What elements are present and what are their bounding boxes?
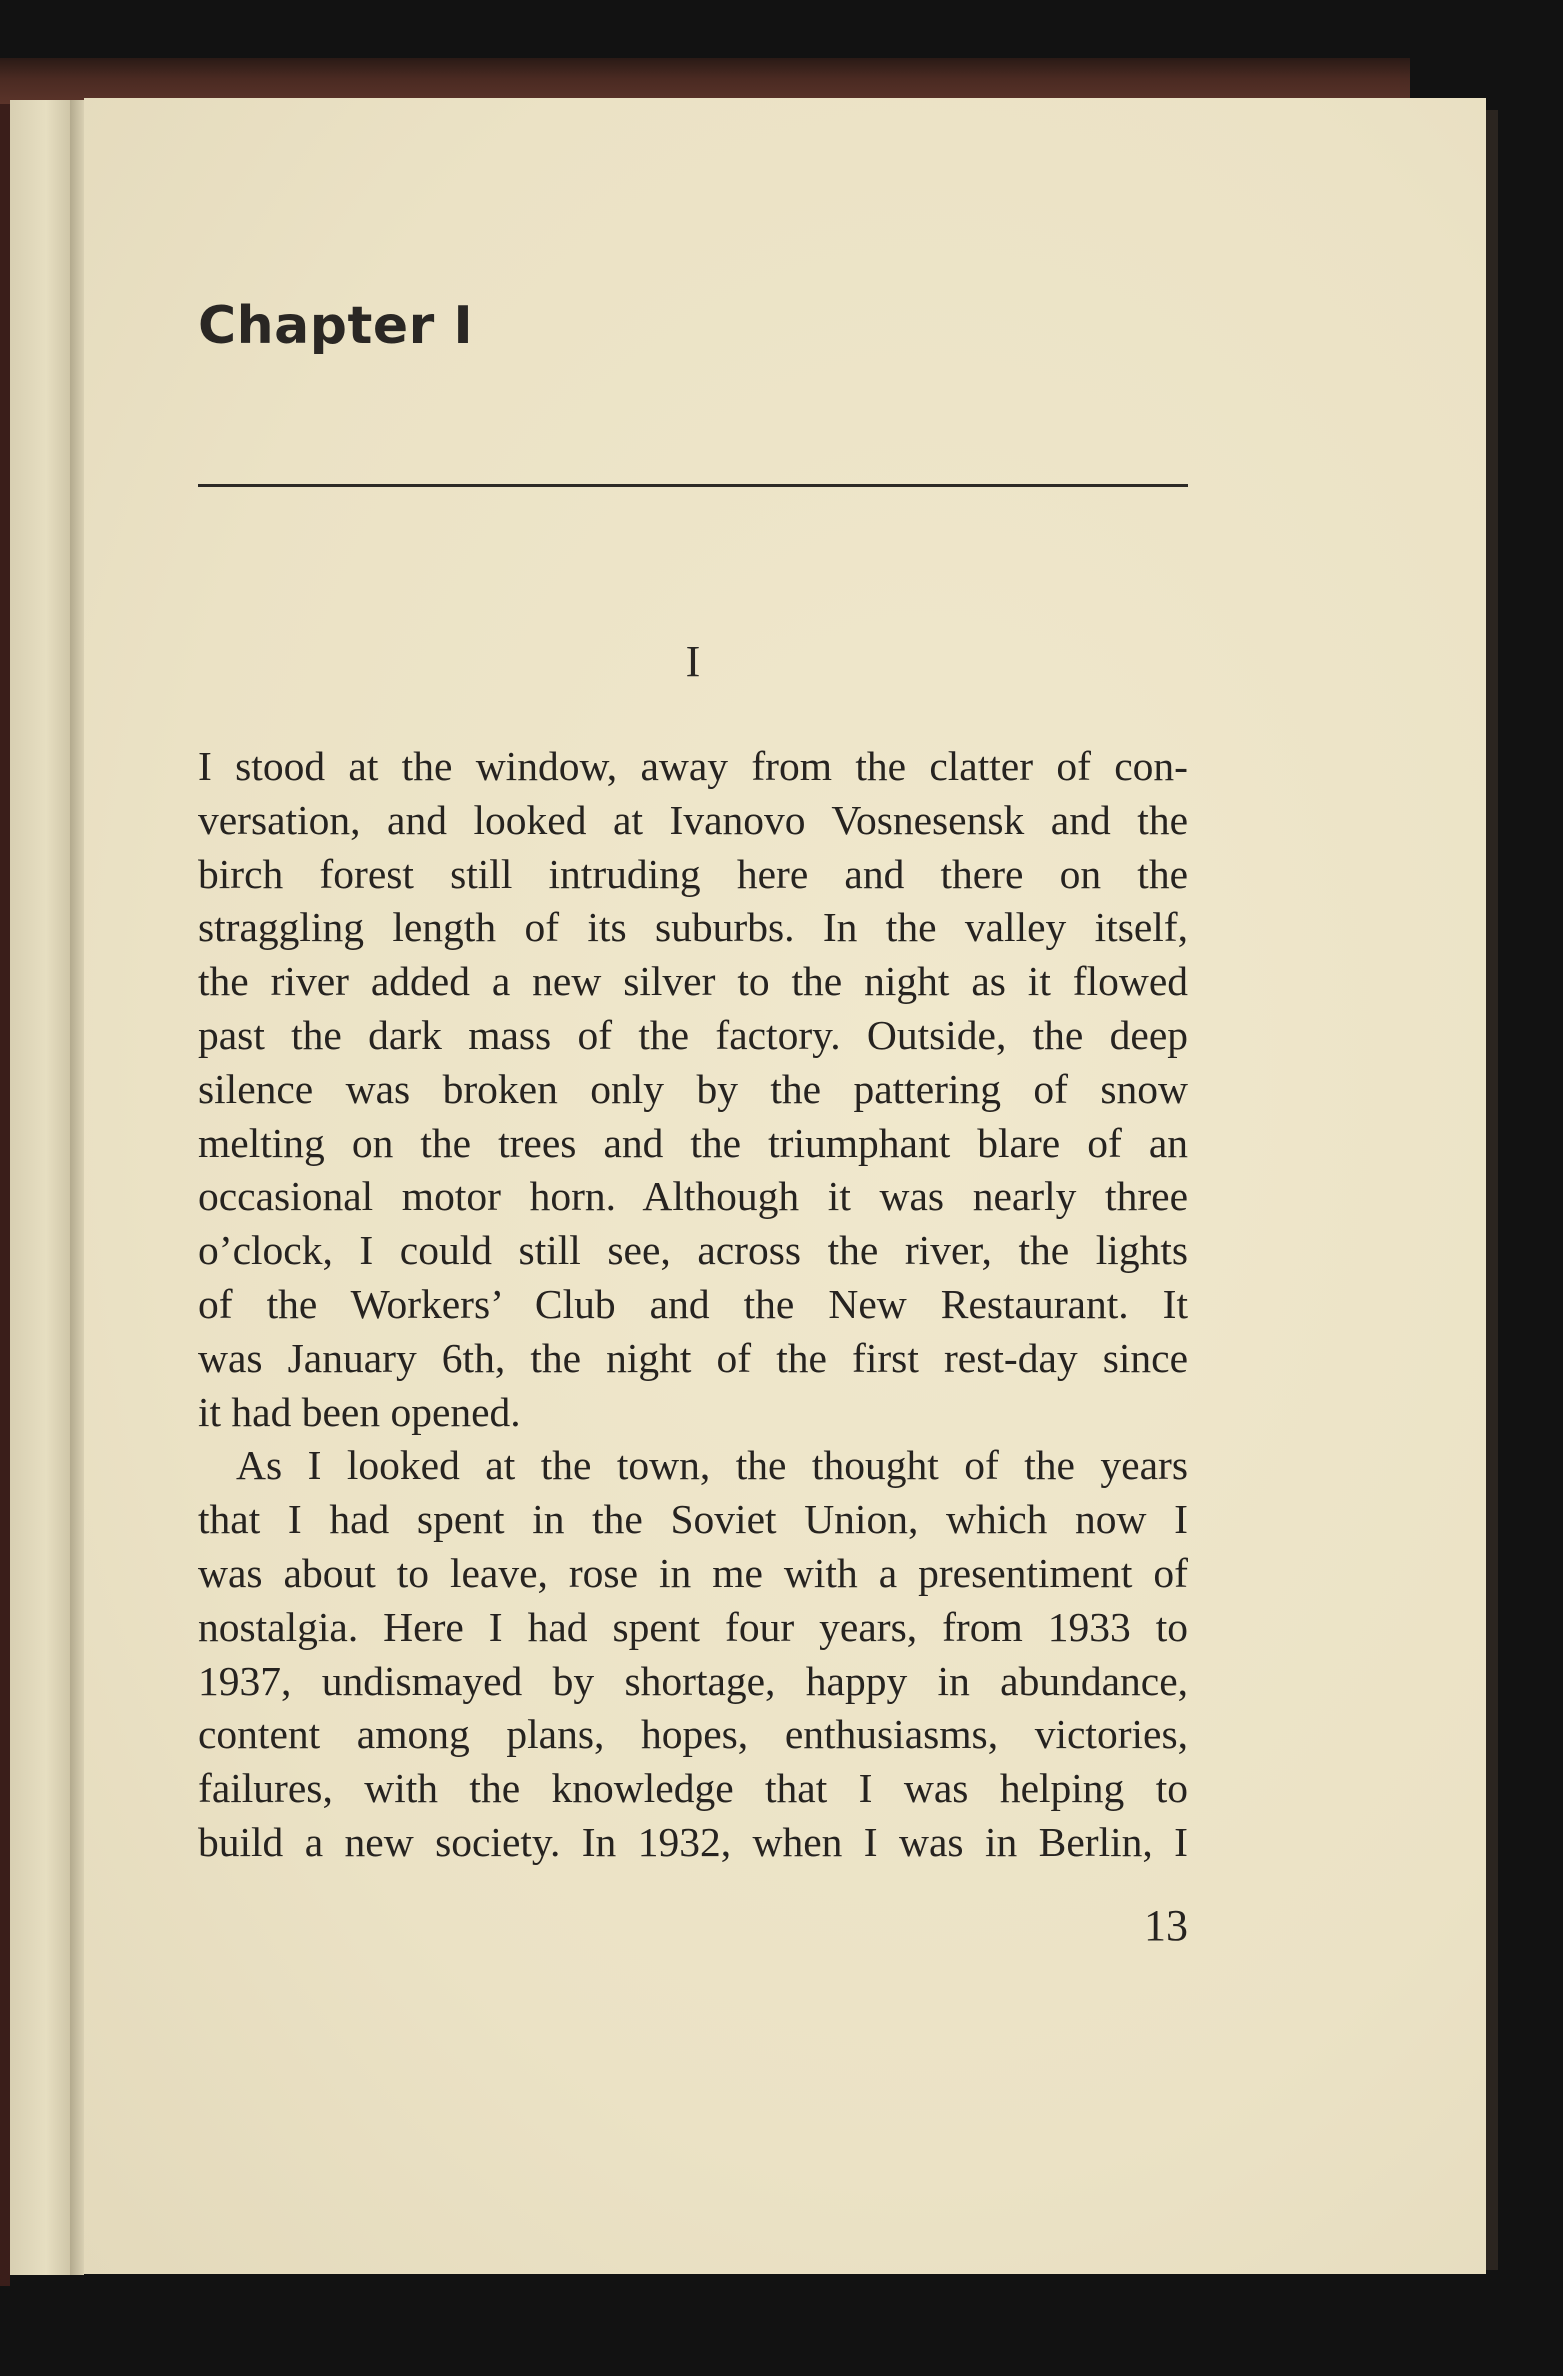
- page-gutter: [70, 100, 84, 2275]
- text-line: I stood at the window, away from the clatter of con-: [198, 743, 1188, 789]
- text-line: o’clock, I could still see, across the river, the lights: [198, 1227, 1188, 1274]
- book-spine-edge: [0, 60, 10, 2286]
- text-line: straggling length of its suburbs. In the valley itself,: [198, 904, 1188, 951]
- chapter-title: Chapter I: [198, 296, 474, 356]
- text-line: past the dark mass of the factory. Outside, the deep: [198, 1011, 1188, 1058]
- text-line: melting on the trees and the triumphant blare of an: [198, 1119, 1188, 1166]
- body-text: [198, 740, 1188, 1870]
- section-number: I: [685, 637, 701, 686]
- text-line: nostalgia. Here I had spent four years, from 1933 to: [198, 1603, 1188, 1650]
- chapter-divider-rule: [198, 484, 1188, 487]
- paragraph-2: [198, 1439, 1188, 1869]
- text-line: birch forest still intruding here and there on the: [198, 850, 1188, 897]
- text-line: As I looked at the town, the thought of the years: [236, 1442, 1188, 1489]
- paragraph-1: [198, 740, 1188, 1439]
- text-line: versation, and looked at Ivanovo Vosnesensk and the: [198, 796, 1188, 843]
- text-line: of the Workers’ Club and the New Restaurant. It: [198, 1280, 1188, 1327]
- text-line: it had been opened.: [198, 1388, 521, 1435]
- text-line: content among plans, hopes, enthusiasms, victories,: [198, 1711, 1188, 1758]
- text-line: 1937, undismayed by shortage, happy in abundance,: [198, 1657, 1188, 1704]
- text-line: occasional motor horn. Although it was nearly three: [198, 1173, 1188, 1220]
- text-line: was January 6th, the night of the first rest-day since: [198, 1334, 1188, 1381]
- facing-page-edge: [10, 100, 70, 2275]
- text-line: that I had spent in the Soviet Union, which now I: [198, 1496, 1188, 1543]
- text-line: silence was broken only by the pattering of snow: [198, 1065, 1188, 1112]
- text-line: was about to leave, rose in me with a presentiment of: [198, 1549, 1188, 1596]
- page-right-edge: [1486, 110, 1498, 2270]
- text-line: build a new society. In 1932, when I was in Berlin, I: [198, 1818, 1188, 1865]
- text-line: failures, with the knowledge that I was helping to: [198, 1765, 1188, 1812]
- page-number: 13: [1144, 1901, 1188, 1950]
- text-line: the river added a new silver to the night as it flowed: [198, 958, 1188, 1005]
